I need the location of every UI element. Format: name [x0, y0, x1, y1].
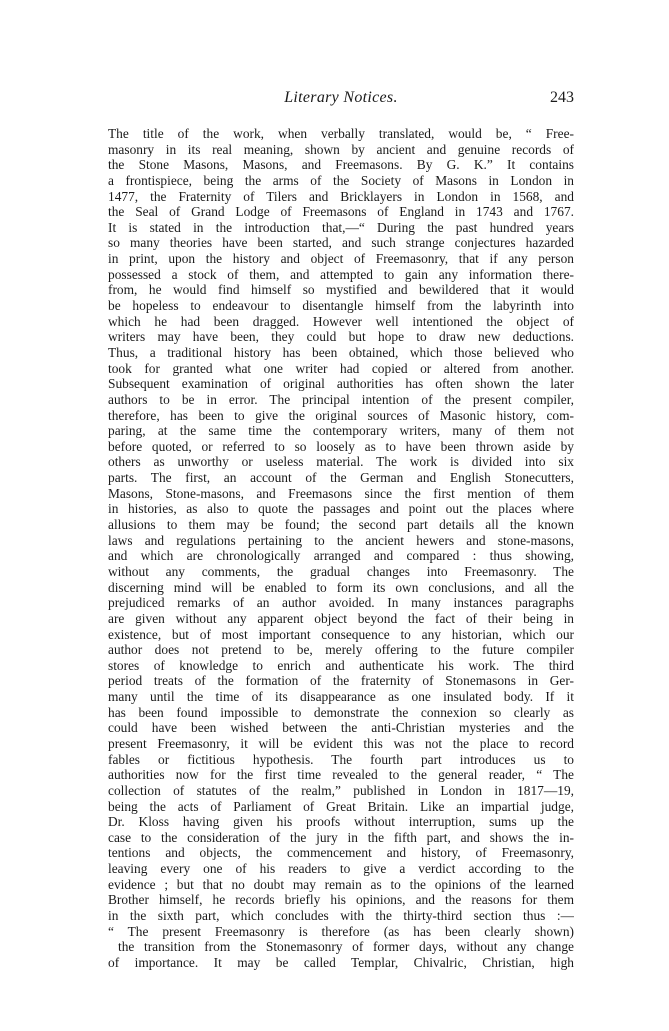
text-line: The title of the work, when verbally translated, would be, “ Free- [108, 126, 574, 141]
text-line: leaving every one of his readers to give a verdict according to the [108, 861, 574, 877]
text-line: has been found impossible to demonstrate the connexion so clearly as [108, 704, 574, 720]
text-line: allusions to them may be found; the second part details all the known [108, 517, 574, 533]
text-line: stores of knowledge to enrich and authenticate his work. The third [108, 657, 574, 673]
text-line: present Freemasonry, it will be evident this was not the place to record [108, 735, 574, 751]
text-line: could have been wished between the anti-Christian mysteries and the [108, 720, 574, 736]
text-line: before quoted, or referred to so loosely as to have been thrown aside by [108, 438, 574, 454]
text-line: Masons, Stone-masons, and Freemasons since the first mention of them [108, 485, 574, 501]
text-line: laws and regulations pertaining to the ancient hewers and stone-masons, [108, 532, 574, 548]
text-line: “ The present Freemasonry is therefore (as has been clearly shown) [108, 923, 574, 939]
text-line: so many theories have been started, and such strange conjectures hazarded [108, 235, 574, 251]
body-text [108, 126, 574, 986]
text-line: masonry in its real meaning, shown by ancient and genuine records of [108, 141, 574, 157]
text-line: writers may have been, they could but hope to draw new deductions. [108, 329, 574, 345]
text-line: the transition from the Stonemasonry of former days, without any change [118, 939, 574, 955]
text-line: from, he would find himself so mystified and bewildered that it would [108, 282, 574, 298]
text-line [108, 971, 574, 987]
text-line: period treats of the formation of the fraternity of Stonemasons in Ger- [108, 673, 574, 689]
text-line: in the sixth part, which concludes with the thirty-third section thus :— [108, 908, 574, 924]
text-line: author does not pretend to be, merely offering to the future compiler [108, 642, 574, 658]
text-line: possessed a stock of them, and attempted to gain any information there- [108, 266, 574, 282]
text-line: are given without any apparent object beyond the fact of their being in [108, 610, 574, 626]
text-line: authorities now for the first time revealed to the general reader, “ The [108, 767, 574, 783]
text-line: Thus, a traditional history has been obtained, which those believed who [108, 344, 574, 360]
text-line: be hopeless to endeavour to disentangle himself from the labyrinth into [108, 298, 574, 314]
text-line: discerning mind will be enabled to form its own conclusions, and all the [108, 579, 574, 595]
text-line: tentions and objects, the commencement and history, of Freemasonry, [108, 845, 574, 861]
text-line: authors to be in error. The principal intention of the present compiler, [108, 391, 574, 407]
text-line: prejudiced remarks of an author avoided. In many instances paragraphs [108, 595, 574, 611]
text-line: fables or fictitious hypothesis. The fourth part introduces us to [108, 751, 574, 767]
text-line: others as unworthy or useless material. The work is divided into six [108, 454, 574, 470]
text-line: which he had been dragged. However well intentioned the object of [108, 313, 574, 329]
running-title: Literary Notices. [284, 89, 398, 106]
text-line: case to the consideration of the jury in the fifth part, and shows the in- [108, 829, 574, 845]
text-line: Subsequent examination of original authorities has often shown the later [108, 376, 574, 392]
text-line: collection of statutes of the realm,” published in London in 1817—19, [108, 782, 574, 798]
text-line: many until the time of its disappearance as one insulated body. If it [108, 689, 574, 705]
text-line: therefore, has been to give the original sources of Masonic history, com- [108, 407, 574, 423]
text-line: in print, upon the history and object of Freemasonry, that if any person [108, 251, 574, 267]
text-line: of importance. It may be called Templar, Chivalric, Christian, high [108, 954, 574, 970]
text-line: without any comments, the gradual changes into Freemasonry. The [108, 563, 574, 579]
page-number: 243 [550, 89, 574, 106]
text-line: and which are chronologically arranged and compared : thus showing, [108, 548, 574, 564]
text-line: parts. The first, an account of the German and English Stonecutters, [108, 470, 574, 486]
text-line: It is stated in the introduction that,—“ During the past hundred years [108, 219, 574, 235]
text-line: Dr. Kloss having given his proofs without interruption, sums up the [108, 814, 574, 830]
text-line: being the acts of Parliament of Great Britain. Like an impartial judge, [108, 798, 574, 814]
text-line: in histories, as also to quote the passages and point out the places where [108, 501, 574, 517]
text-line: the Seal of Grand Lodge of Freemasons of England in 1743 and 1767. [108, 204, 574, 220]
text-line: existence, but of most important consequence to any historian, which our [108, 626, 574, 642]
running-head [108, 89, 574, 111]
text-line: the Stone Masons, Masons, and Freemasons. By G. K.” It contains [108, 157, 574, 173]
text-line: took for granted what one writer had copied or altered from another. [108, 360, 574, 376]
text-line: 1477, the Fraternity of Tilers and Bricklayers in London in 1568, and [108, 188, 574, 204]
text-line: Brother himself, he records briefly his opinions, and the reasons for them [108, 892, 574, 908]
text-line: evidence ; but that no doubt may remain as to the opinions of the learned [108, 876, 574, 892]
text-line: paring, at the same time the contemporary writers, many of them not [108, 423, 574, 439]
text-line: a frontispiece, being the arms of the Society of Masons in London in [108, 172, 574, 188]
